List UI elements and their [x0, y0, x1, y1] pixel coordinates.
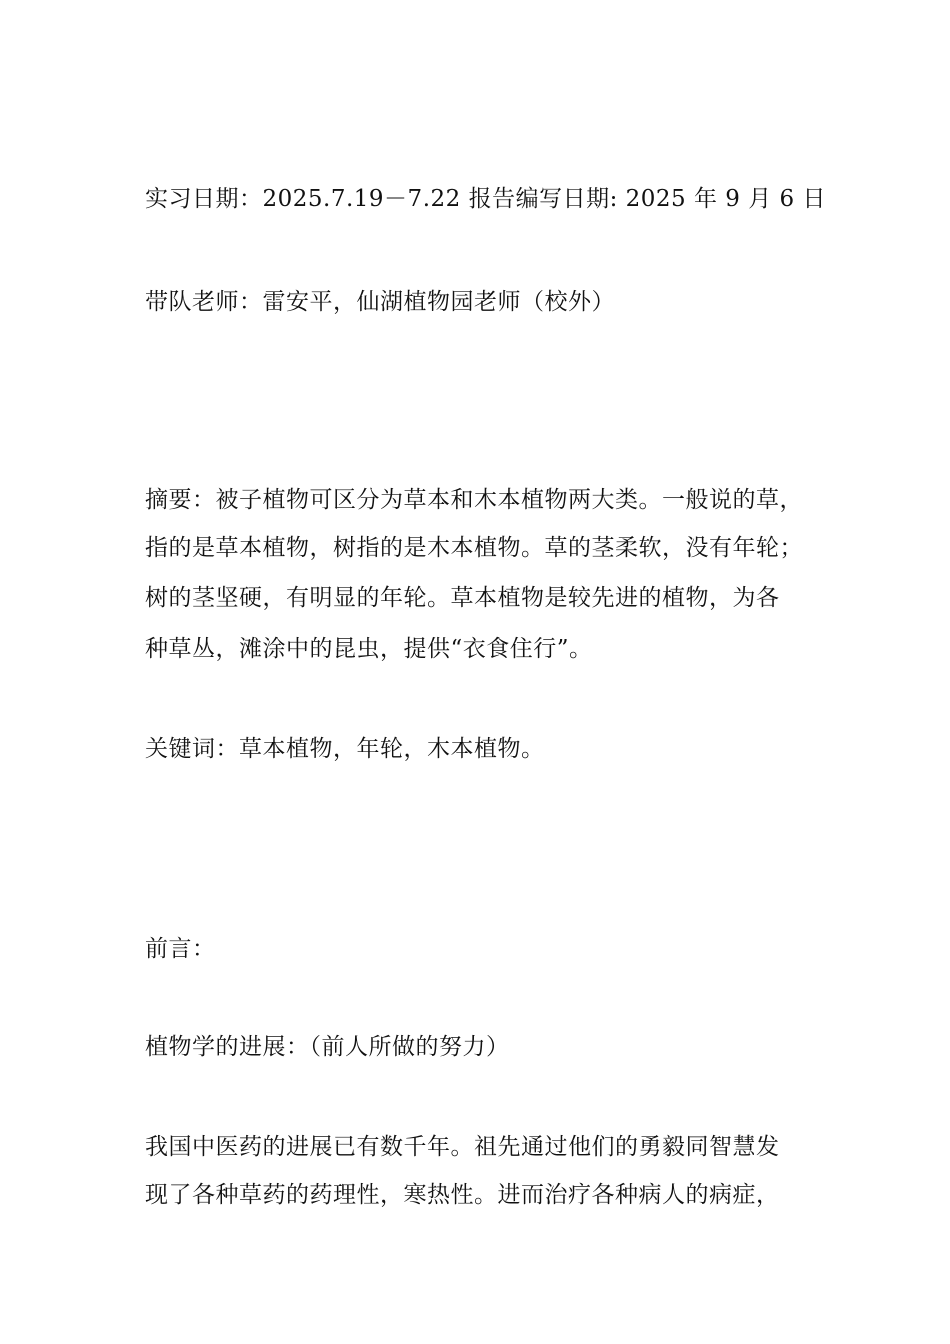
keywords-line: 关键词：草本植物，年轮，木本植物。	[145, 736, 545, 762]
abstract-line-3: 树的茎坚硬，有明显的年轮。草本植物是较先进的植物，为各	[145, 585, 780, 611]
teachers-line: 带队老师：雷安平，仙湖植物园老师（校外）	[145, 289, 615, 315]
abstract-line-2: 指的是草本植物，树指的是木本植物。草的茎柔软，没有年轮；	[145, 535, 803, 561]
abstract-line-1: 摘要：被子植物可区分为草本和木本植物两大类。一般说的草，	[145, 487, 803, 513]
abstract-line-4: 种草丛，滩涂中的昆虫，提供“衣食住行”。	[145, 636, 593, 662]
preface-line-1: 我国中医药的进展已有数千年。祖先通过他们的勇毅同智慧发	[145, 1134, 780, 1160]
internship-dates-line: 实习日期：2025.7.19－7.22 报告编写日期: 2025 年 9 月 6 日	[145, 186, 826, 212]
preface-line-2: 现了各种草药的药理性，寒热性。进而治疗各种病人的病症，	[145, 1182, 780, 1208]
preface-heading: 前言：	[145, 936, 216, 962]
preface-subheading: 植物学的进展：（前人所做的努力）	[145, 1034, 510, 1060]
